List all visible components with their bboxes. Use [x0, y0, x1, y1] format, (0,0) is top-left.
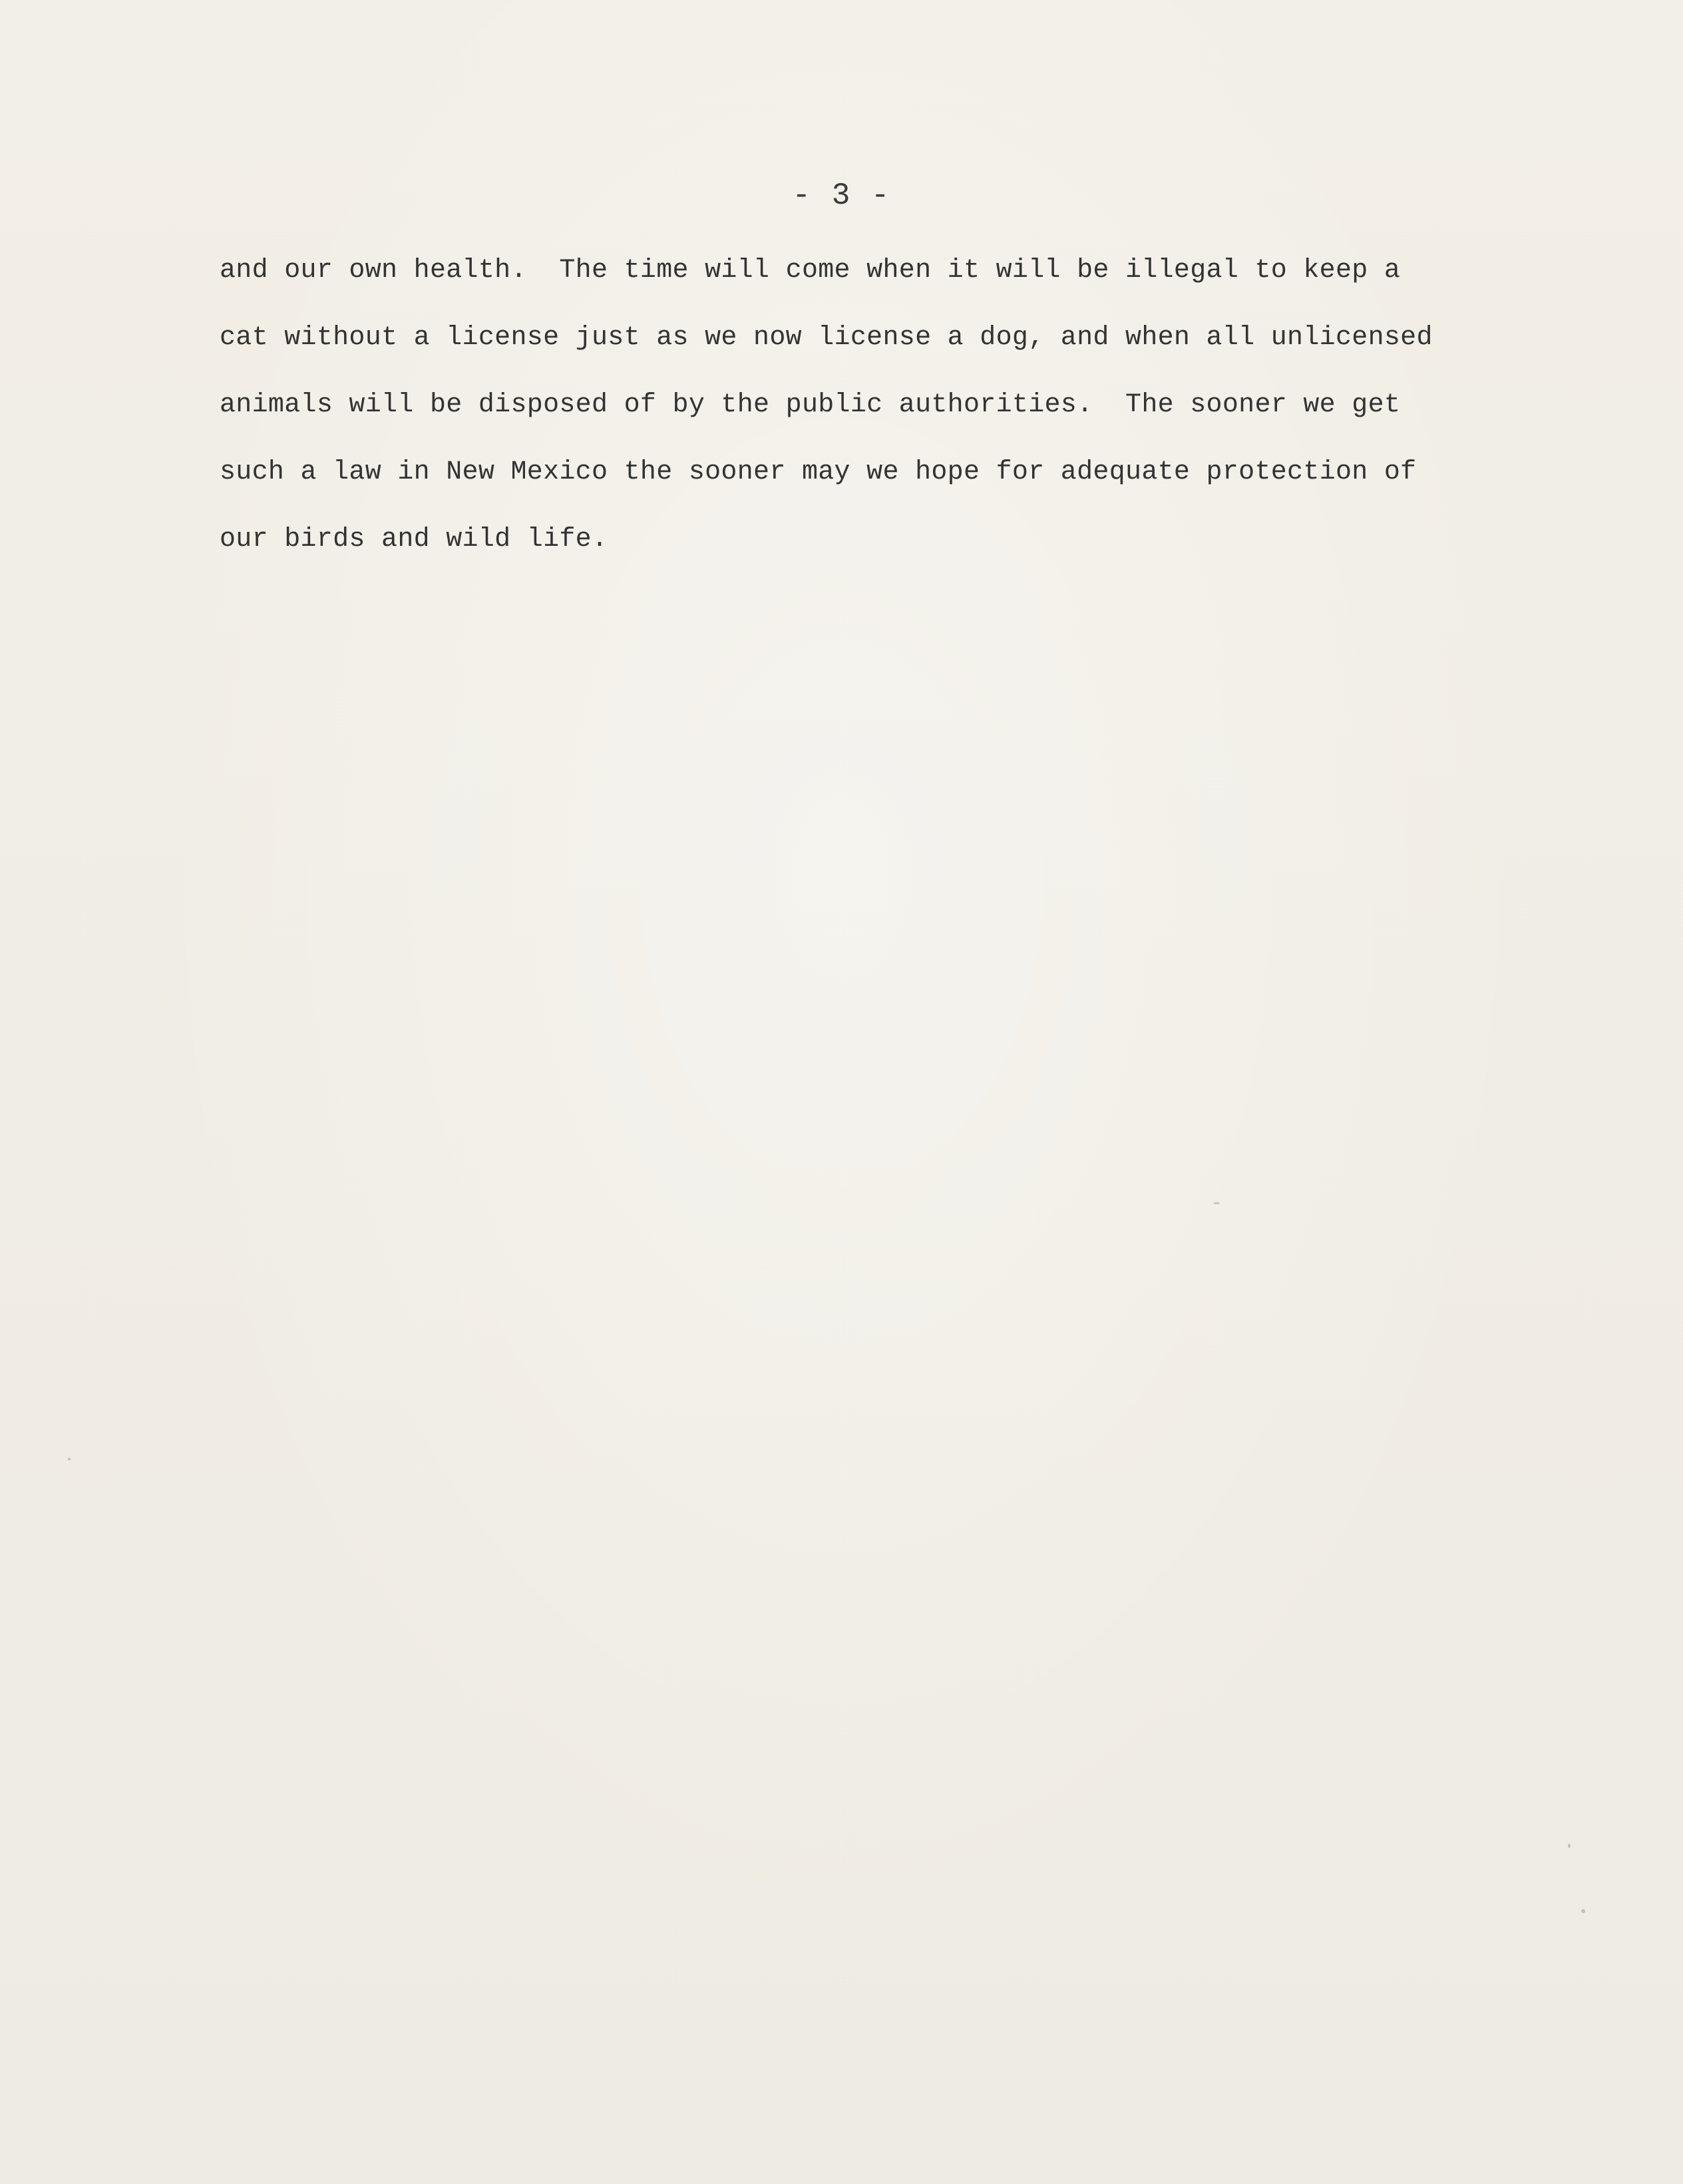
text-line: such a law in New Mexico the sooner may we hope for adequate protection of	[220, 457, 1417, 487]
text-line: and our own health. The time will come when it will be illegal to keep a	[220, 256, 1401, 286]
text-line: animals will be disposed of by the public authorities. The sooner we get	[220, 390, 1401, 420]
text-line: cat without a license just as we now license a dog, and when all unlicensed	[220, 323, 1433, 353]
paper-speck	[1568, 1844, 1571, 1848]
body-paragraph	[220, 248, 1517, 584]
text-line: our birds and wild life.	[220, 525, 608, 554]
paper-speck	[1213, 1202, 1220, 1204]
page-number: - 3 -	[792, 178, 891, 213]
paper-speck	[1581, 1909, 1585, 1913]
paper-speck	[68, 1458, 71, 1460]
